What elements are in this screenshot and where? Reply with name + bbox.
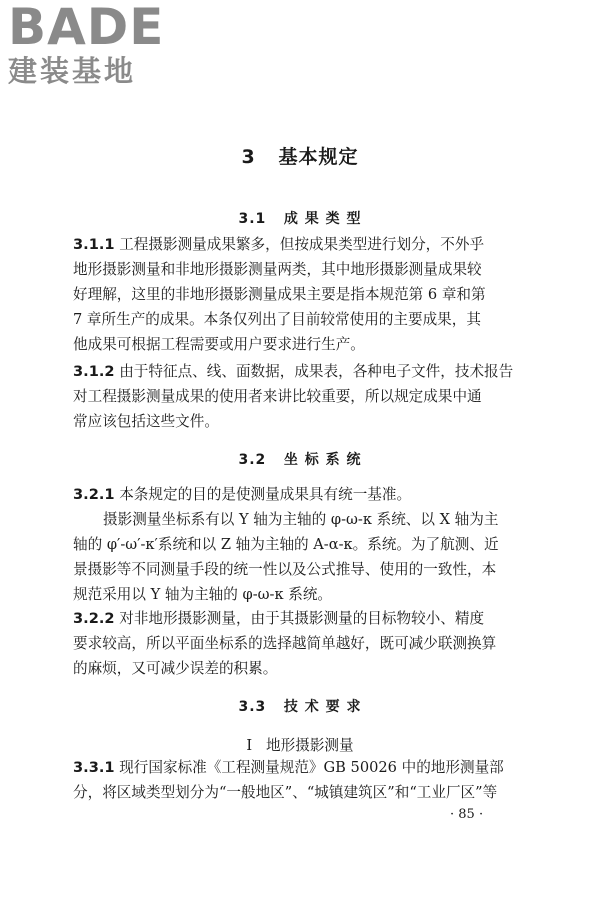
paragraph-line: 摄影测量坐标系有以 Y 轴为主轴的 φ-ω-κ 系统、以 X 轴为主 — [103, 511, 499, 528]
clause-number: 3.1.1 — [73, 236, 115, 253]
section-number: 3.3 — [238, 699, 267, 715]
paragraph-3-2-1-continued — [73, 507, 513, 607]
chapter-name: 基本规定 — [278, 146, 359, 168]
section-heading-3-1 — [0, 208, 600, 228]
paragraph-line: 3.2.1 本条规定的目的是使测量成果具有统一基准。 — [73, 486, 412, 503]
paragraph-line: 3.2.2 对非地形摄影测量，由于其摄影测量的目标物较小、精度 — [73, 610, 485, 627]
paragraph-3-1-2 — [73, 359, 513, 434]
section-number: 3.1 — [238, 211, 267, 227]
paragraph-line: 7 章所生产的成果。本条仅列出了目前较常使用的主要成果，其 — [73, 311, 481, 328]
paragraph-line: 的麻烦，又可减少误差的积累。 — [73, 660, 278, 677]
paragraph-line: 要求较高，所以平面坐标系的选择越简单越好，既可减少联测换算 — [73, 635, 497, 652]
logo-wordmark: BADE — [8, 0, 165, 56]
page-number: · 85 · — [450, 807, 484, 822]
section-title: 技 术 要 求 — [283, 699, 362, 715]
paragraph-line: 他成果可根据工程需要或用户要求进行生产。 — [73, 336, 365, 353]
section-number: 3.2 — [238, 452, 267, 468]
chapter-number: 3 — [241, 146, 256, 168]
paragraph-3-3-1 — [73, 755, 513, 805]
clause-number: 3.2.1 — [73, 486, 115, 503]
clause-number: 3.1.2 — [73, 363, 115, 380]
paragraph-3-2-1 — [73, 482, 513, 507]
paragraph-line: 地形摄影测量和非地形摄影测量两类，其中地形摄影测量成果较 — [73, 261, 482, 278]
paragraph-line: 分，将区域类型划分为“一般地区”、“城镇建筑区”和“工业厂区”等 — [73, 784, 498, 801]
paragraph-line: 对工程摄影测量成果的使用者来讲比较重要，所以规定成果中通 — [73, 388, 482, 405]
section-title: 坐 标 系 统 — [283, 452, 362, 468]
section-heading-3-2 — [0, 449, 600, 469]
logo-subtitle: 建装基地 — [8, 54, 137, 88]
paragraph-line: 常应该包括这些文件。 — [73, 413, 219, 430]
bade-logo — [8, 2, 164, 88]
section-heading-3-3 — [0, 696, 600, 716]
paragraph-line: 好理解，这里的非地形摄影测量成果主要是指本规范第 6 章和第 — [73, 286, 486, 303]
subsection-title: 地形摄影测量 — [266, 737, 354, 754]
paragraph-line: 规范采用以 Y 轴为主轴的 φ-ω-κ 系统。 — [73, 586, 333, 603]
section-title: 成 果 类 型 — [283, 211, 362, 227]
paragraph-line: 景摄影等不同测量手段的统一性以及公式推导、使用的一致性，本 — [73, 561, 497, 578]
subsection-heading — [0, 734, 600, 755]
clause-number: 3.2.2 — [73, 610, 115, 627]
subsection-roman: Ⅰ — [246, 737, 253, 754]
paragraph-line: 3.3.1 现行国家标准《工程测量规范》GB 50026 中的地形测量部 — [73, 759, 504, 776]
paragraph-line: 轴的 φ′-ω′-κ′系统和以 Z 轴为主轴的 A-α-κ。系统。为了航测、近 — [73, 536, 499, 553]
paragraph-3-2-2 — [73, 606, 513, 681]
paragraph-line: 3.1.2 由于特征点、线、面数据，成果表，各种电子文件，技术报告 — [73, 363, 514, 380]
clause-number: 3.3.1 — [73, 759, 115, 776]
chapter-title — [0, 142, 600, 169]
paragraph-3-1-1 — [73, 232, 513, 357]
paragraph-line: 3.1.1 工程摄影测量成果繁多，但按成果类型进行划分，不外乎 — [73, 236, 485, 253]
